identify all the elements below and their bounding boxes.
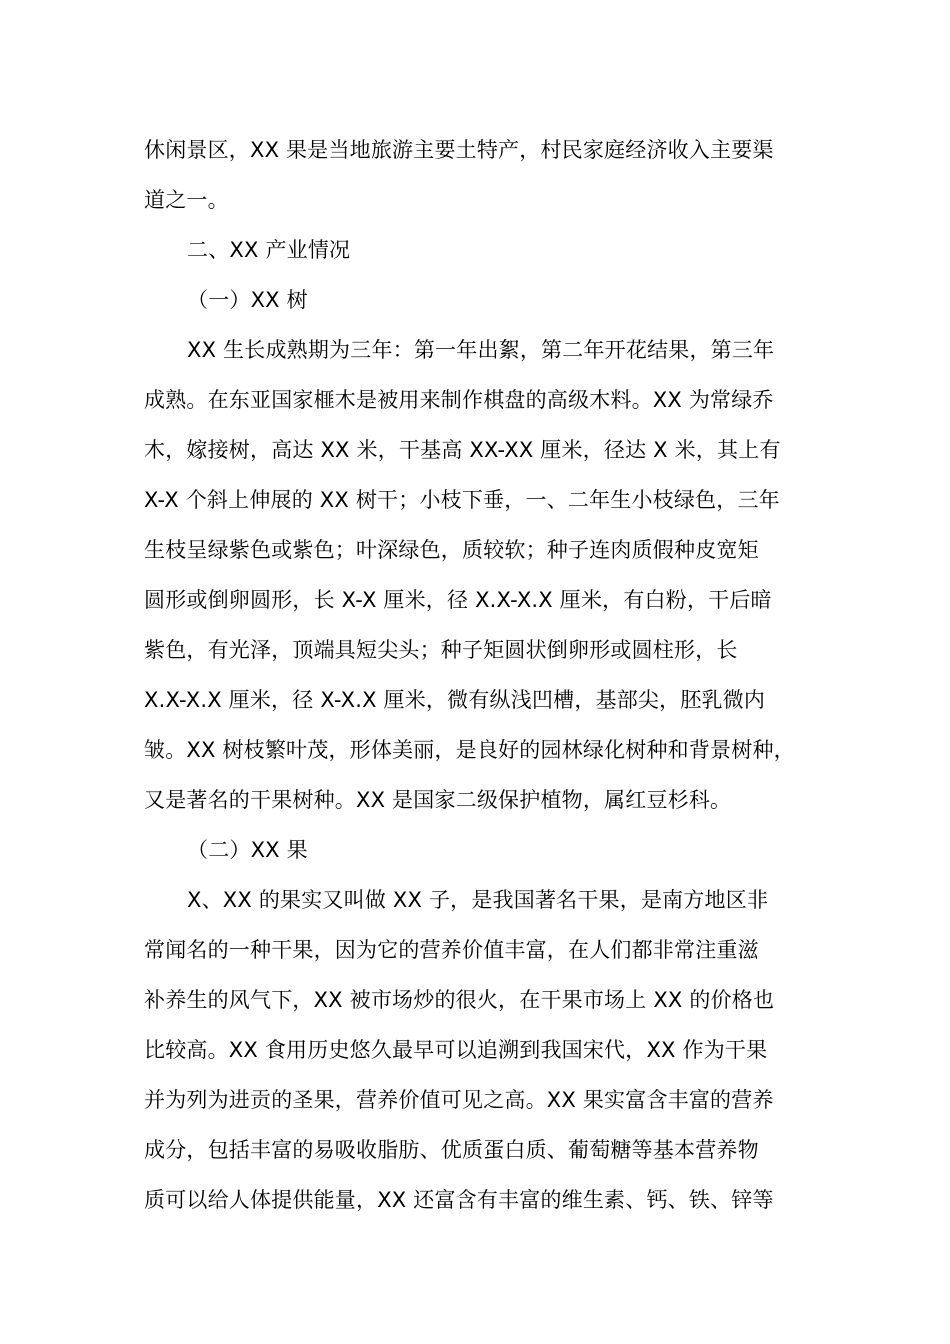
body-text-line: 补养生的风气下，XX 被市场炒的很火，在干果市场上 XX 的价格也 [144,988,775,1012]
body-text-line: 木，嫁接树，高达 XX 米，干基高 XX-XX 厘米，径达 X 米，其上有 [144,438,781,462]
body-text-line: 又是著名的干果树种。XX 是国家二级保护植物，属红豆杉科。 [144,788,732,812]
body-text-line: 成熟。在东亚国家榧木是被用来制作棋盘的高级木料。XX 为常绿乔 [144,388,774,412]
paragraph-first-line: X、XX 的果实又叫做 XX 子，是我国著名干果，是南方地区非 [187,888,769,912]
body-text-line: 休闲景区，XX 果是当地旅游主要土特产，村民家庭经济收入主要渠 [144,138,774,162]
body-text-line: 常闻名的一种干果，因为它的营养价值丰富，在人们都非常注重滋 [144,938,759,962]
section-heading: 二、XX 产业情况 [187,238,351,262]
body-text-line: 皱。XX 树枝繁叶茂，形体美丽，是良好的园林绿化树种和背景树种， [144,738,795,762]
body-text-line: 质可以给人体提供能量，XX 还富含有丰富的维生素、钙、铁、锌等 [144,1188,774,1212]
body-text-line: 生枝呈绿紫色或紫色；叶深绿色，质较软；种子连肉质假种皮宽矩 [144,538,759,562]
body-text-line: 圆形或倒卵圆形，长 X-X 厘米，径 X.X-X.X 厘米，有白粉，干后暗 [144,588,772,612]
body-text-line: 成分，包括丰富的易吸收脂肪、优质蛋白质、葡萄糖等基本营养物 [144,1138,759,1162]
body-text-line: 并为列为进贡的圣果，营养价值可见之高。XX 果实富含丰富的营养 [144,1088,774,1112]
body-text-line: X-X 个斜上伸展的 XX 树干；小枝下垂，一、二年生小枝绿色，三年 [144,488,780,512]
body-text-line: 比较高。XX 食用历史悠久最早可以追溯到我国宋代，XX 作为干果 [144,1038,768,1062]
subsection-heading: （一）XX 树 [187,288,308,312]
subsection-heading: （二）XX 果 [187,838,308,862]
body-text-line: X.X-X.X 厘米，径 X-X.X 厘米，微有纵浅凹槽，基部尖，胚乳微内 [144,688,766,712]
paragraph-first-line: XX 生长成熟期为三年：第一年出絮，第二年开花结果，第三年 [187,338,775,362]
body-text-line: 紫色，有光泽，顶端具短尖头；种子矩圆状倒卵形或圆柱形，长 [144,638,738,662]
body-text-line: 道之一。 [144,188,229,212]
